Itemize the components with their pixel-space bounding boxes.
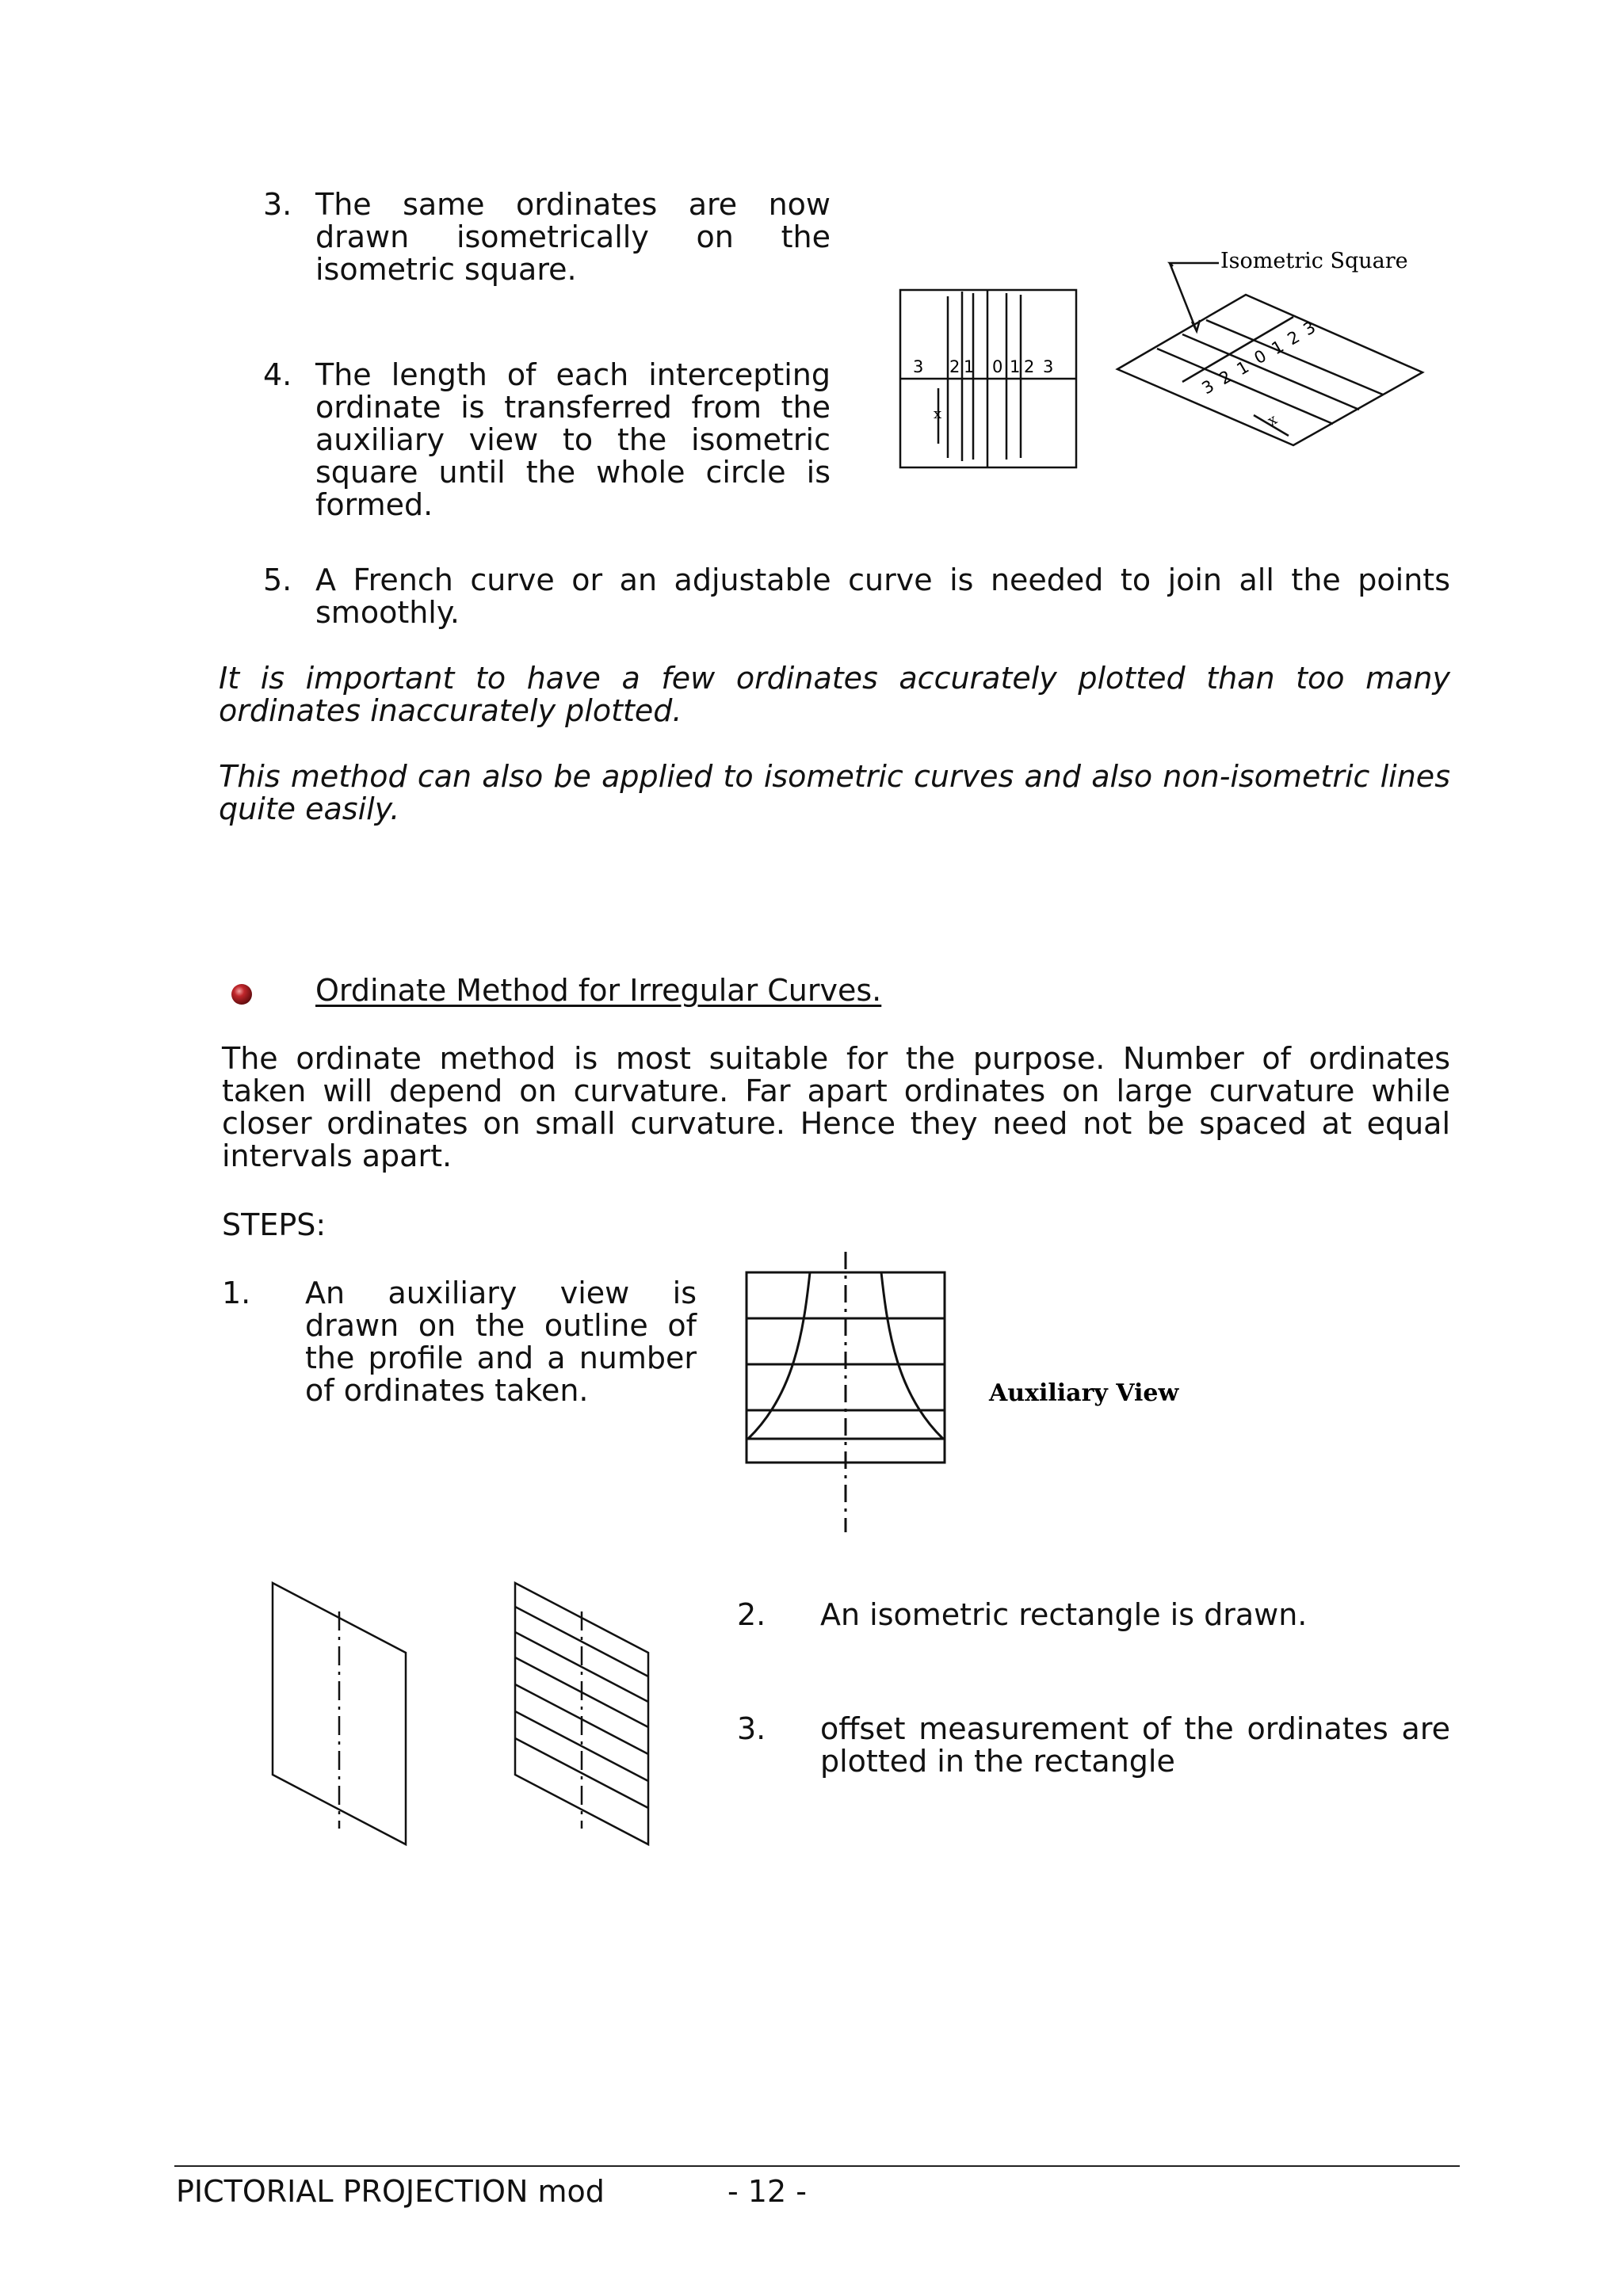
aux-number: 1 <box>1010 357 1021 376</box>
iso-number: 0 <box>1251 345 1270 368</box>
circle-ordinate-figure <box>888 246 1442 483</box>
iso-number: 3 <box>1300 317 1319 340</box>
iso-number: 1 <box>1233 357 1253 379</box>
step-text: A French curve or an adjustable curve is needed to join all the points smoothly. <box>315 563 1450 630</box>
step-number: 3. <box>263 187 292 222</box>
page-number: - 12 - <box>727 2174 807 2209</box>
step-number: 5. <box>263 563 292 597</box>
iso-number: 2 <box>1216 366 1235 389</box>
step-text: offset measurement of the ordinates are plotted in the rectangle <box>820 1711 1450 1779</box>
section-heading: Ordinate Method for Irregular Curves. <box>315 973 882 1008</box>
step-text: The length of each intercepting ordinate is transferred from the auxiliary view to the isometric square until the whole circle is formed. <box>315 357 831 522</box>
step-text: The same ordinates are now drawn isometrically on the isometric square. <box>315 187 831 287</box>
footer-rule <box>174 2165 1460 2167</box>
auxiliary-view-figure <box>737 1244 1228 1537</box>
note-accuracy: It is important to have a few ordinates accurately plotted than too many ordinates inaccurately plotted. <box>219 661 1450 728</box>
iso-number: 2 <box>1284 326 1304 349</box>
x-mark: x <box>1265 411 1281 430</box>
steps-label: STEPS: <box>222 1207 327 1242</box>
step-text: An isometric rectangle is drawn. <box>820 1597 1308 1632</box>
aux-number: 2 <box>1024 357 1035 376</box>
bullet-icon <box>230 982 254 1006</box>
step-number: 3. <box>737 1711 766 1746</box>
footer-title: PICTORIAL PROJECTION mod <box>176 2174 605 2209</box>
section-intro: The ordinate method is most suitable for the purpose. Number of ordinates taken will depend on curvature. Far apart ordinates on large curvature while closer ordinates on small curvature. Hence they need not be spaced at equal intervals apart. <box>222 1041 1450 1173</box>
iso-number: 1 <box>1268 336 1288 359</box>
iso-square-label: Isometric Square <box>1220 249 1408 273</box>
aux-number: 3 <box>1043 357 1054 376</box>
iso-number: 3 <box>1198 376 1218 399</box>
isometric-rectangle-figure <box>262 1577 674 1854</box>
aux-number: 1 <box>964 357 975 376</box>
step-text: An auxiliary view is drawn on the outline of the profile and a number of ordinates taken. <box>305 1276 697 1408</box>
aux-number: 3 <box>913 357 924 376</box>
x-mark: x <box>934 406 942 422</box>
note-applicability: This method can also be applied to isometric curves and also non-isometric lines quite easily. <box>219 759 1450 826</box>
step-number: 2. <box>737 1597 766 1632</box>
aux-number: 0 <box>992 357 1003 376</box>
step-number: 4. <box>263 357 292 392</box>
step-number: 1. <box>222 1276 251 1310</box>
aux-view-label: Auxiliary View <box>989 1379 1179 1407</box>
aux-number: 2 <box>949 357 960 376</box>
